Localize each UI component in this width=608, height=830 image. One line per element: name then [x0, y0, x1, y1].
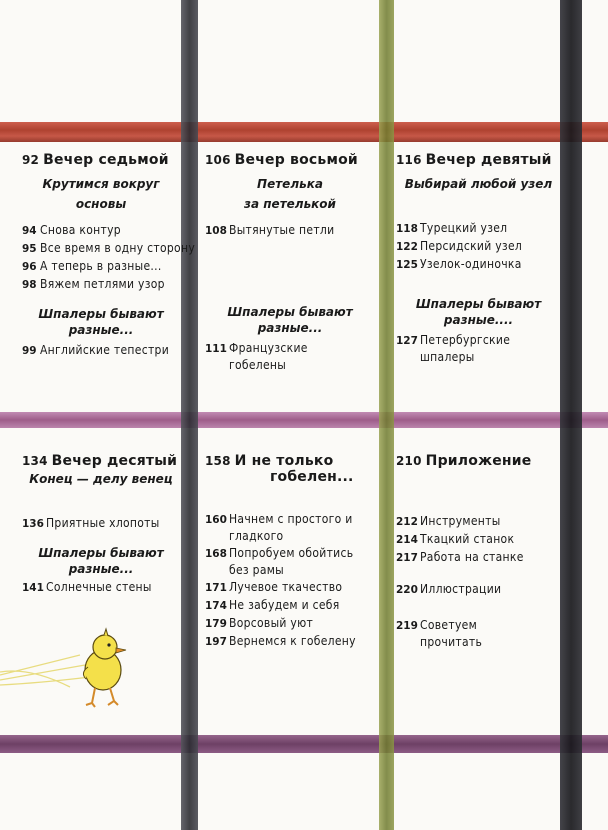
- olive-yarn: [379, 0, 394, 830]
- toc-section-evening-10: [22, 453, 180, 597]
- toc-entry[interactable]: [205, 340, 375, 374]
- entry-page: 160: [205, 514, 227, 526]
- entry-text: Работа на станке: [420, 550, 524, 564]
- entry-page: 99: [22, 345, 37, 357]
- subtitle-line: разные...: [68, 323, 134, 337]
- entry-text: Лучевое ткачество: [229, 580, 343, 594]
- entry-page: 217: [396, 552, 418, 564]
- toc-entry[interactable]: [22, 276, 180, 294]
- section-subtitle-2: [205, 304, 375, 336]
- toc-entry[interactable]: [396, 531, 561, 549]
- section-title: Вечер восьмой: [234, 152, 358, 168]
- entry-page: 118: [396, 223, 418, 235]
- subtitle-line: Крутимся вокруг: [42, 177, 160, 191]
- entry-text: [229, 340, 308, 374]
- entry-text: Английские тепестри: [40, 343, 170, 357]
- black-yarn-right: [560, 0, 582, 830]
- subtitle-line: разные...: [257, 321, 323, 335]
- section-subtitle-2: [22, 306, 180, 338]
- section-subtitle: [22, 174, 180, 214]
- toc-entry[interactable]: [22, 222, 180, 240]
- toc-entry[interactable]: [22, 579, 180, 597]
- toc-entry[interactable]: [205, 511, 377, 545]
- entry-page: 197: [205, 636, 227, 648]
- pink-yarn-middle: [0, 412, 608, 428]
- section-subtitle: [396, 174, 561, 194]
- entry-text: Солнечные стены: [46, 580, 152, 594]
- section-title: Вечер седьмой: [43, 152, 169, 168]
- entry-page: 171: [205, 582, 227, 594]
- plum-yarn-bottom: [0, 735, 608, 753]
- entry-text: Персидский узел: [420, 239, 523, 253]
- toc-entry[interactable]: [396, 256, 561, 274]
- red-yarn-top: [0, 122, 608, 142]
- entry-page: 122: [396, 241, 418, 253]
- toc-entry[interactable]: [22, 240, 196, 258]
- entry-text: Вяжем петлями узор: [40, 277, 165, 291]
- subtitle-line: разные...: [68, 562, 134, 576]
- entry-page: 125: [396, 259, 418, 271]
- entry-page: 98: [22, 279, 37, 291]
- subtitle-line: Шпалеры бывают: [38, 307, 164, 321]
- section-page-number: 210: [396, 454, 422, 468]
- toc-entry[interactable]: [22, 515, 180, 533]
- entry-page: 179: [205, 618, 227, 630]
- entry-text-line: гладкого: [229, 529, 284, 543]
- entry-text: Вернемся к гобелену: [229, 634, 356, 648]
- section-subtitle-2: [22, 545, 180, 577]
- entry-page: 136: [22, 518, 44, 530]
- toc-entry[interactable]: [396, 549, 561, 567]
- toc-entry[interactable]: [396, 513, 561, 531]
- subtitle-line: основы: [75, 197, 127, 211]
- entry-page: 220: [396, 584, 418, 596]
- section-page-number: 158: [205, 454, 231, 468]
- subtitle-line: разные....: [443, 313, 514, 327]
- subtitle-line: Шпалеры бывают: [415, 297, 542, 311]
- entry-text: [420, 332, 510, 366]
- section-heading: [396, 152, 561, 168]
- subtitle-line: за петелькой: [244, 197, 336, 211]
- toc-entry[interactable]: [205, 633, 377, 651]
- entry-text: Ворсовый уют: [229, 616, 314, 630]
- toc-entry[interactable]: [396, 581, 561, 599]
- entry-page: 214: [396, 534, 418, 546]
- section-page-number: 134: [22, 454, 48, 468]
- entry-text-line: Попробуем обойтись: [229, 546, 354, 560]
- toc-entry[interactable]: [205, 579, 377, 597]
- section-subtitle: [205, 174, 375, 214]
- entry-text: Инструменты: [420, 514, 501, 528]
- section-heading: [22, 453, 180, 469]
- toc-entry[interactable]: [396, 220, 561, 238]
- entry-text: Приятные хлопоты: [46, 516, 160, 530]
- entry-page: 168: [205, 548, 227, 560]
- entry-text-line: Начнем с простого и: [229, 512, 353, 526]
- section-heading: [396, 453, 561, 469]
- toc-section-evening-7: [22, 152, 196, 360]
- entry-text: [420, 617, 482, 651]
- section-heading: [205, 152, 375, 168]
- toc-entry[interactable]: [396, 617, 561, 651]
- entry-page: 95: [22, 243, 37, 255]
- entry-page: 174: [205, 600, 227, 612]
- entry-text-line: Советуем: [420, 618, 478, 632]
- section-title: И не только: [234, 453, 334, 469]
- section-subtitle-2: [396, 296, 561, 328]
- toc-entry[interactable]: [205, 615, 377, 633]
- entry-text: Все время в одну сторону: [40, 241, 196, 255]
- toc-section-appendix: [396, 453, 561, 651]
- toc-section-evening-9: [396, 152, 561, 366]
- entry-text-line: без рамы: [229, 563, 285, 577]
- section-page-number: 116: [396, 153, 422, 167]
- subtitle-line: Шпалеры бывают: [38, 546, 164, 560]
- subtitle-line: Петелька: [257, 177, 323, 191]
- toc-entry[interactable]: [205, 545, 377, 579]
- entry-page: 141: [22, 582, 44, 594]
- subtitle-line: Конец — делу венец: [29, 472, 173, 486]
- entry-page: 219: [396, 620, 418, 632]
- entry-text: [229, 511, 353, 545]
- entry-text: Иллюстрации: [420, 582, 502, 596]
- entry-page: 111: [205, 343, 227, 355]
- gray-yarn-left: [181, 0, 198, 830]
- toc-entry[interactable]: [205, 597, 377, 615]
- section-heading: [22, 152, 180, 168]
- entry-page: 212: [396, 516, 418, 528]
- entry-page: 94: [22, 225, 37, 237]
- entry-text: А теперь в разные...: [40, 259, 162, 273]
- section-subtitle: [22, 469, 180, 489]
- section-title: Приложение: [425, 453, 532, 469]
- toc-entry[interactable]: [396, 332, 561, 366]
- entry-text: Не забудем и себя: [229, 598, 340, 612]
- entry-text: Узелок-одиночка: [420, 257, 522, 271]
- entry-page: 127: [396, 335, 418, 347]
- entry-text: [229, 545, 353, 579]
- section-heading: [205, 453, 377, 485]
- subtitle-line: Шпалеры бывают: [227, 305, 353, 319]
- subtitle-line: Выбирай любой узел: [404, 177, 553, 191]
- entry-page: 108: [205, 225, 227, 237]
- entry-text-line: прочитать: [420, 635, 483, 649]
- section-page-number: 92: [22, 153, 40, 167]
- section-title-line-2: гобелен...: [270, 469, 354, 485]
- entry-text-line: Петербургские: [420, 333, 511, 347]
- entry-text-line: гобелены: [229, 358, 287, 372]
- entry-text: Турецкий узел: [420, 221, 508, 235]
- toc-section-not-only-tapestry: [205, 453, 377, 651]
- entry-text: Снова контур: [40, 223, 121, 237]
- toc-entry[interactable]: [22, 258, 180, 276]
- toc-entry[interactable]: [22, 342, 180, 360]
- section-title: Вечер девятый: [425, 152, 552, 168]
- section-page-number: 106: [205, 153, 231, 167]
- entry-text: Вытянутые петли: [229, 223, 335, 237]
- section-title: Вечер десятый: [51, 453, 178, 469]
- entry-text-line: шпалеры: [420, 350, 475, 364]
- chick-illustration: [0, 625, 140, 725]
- entry-page: 96: [22, 261, 37, 273]
- toc-entry[interactable]: [205, 222, 375, 240]
- toc-entry[interactable]: [396, 238, 561, 256]
- toc-section-evening-8: [205, 152, 375, 374]
- entry-text: Ткацкий станок: [420, 532, 515, 546]
- entry-text-line: Французские: [229, 341, 308, 355]
